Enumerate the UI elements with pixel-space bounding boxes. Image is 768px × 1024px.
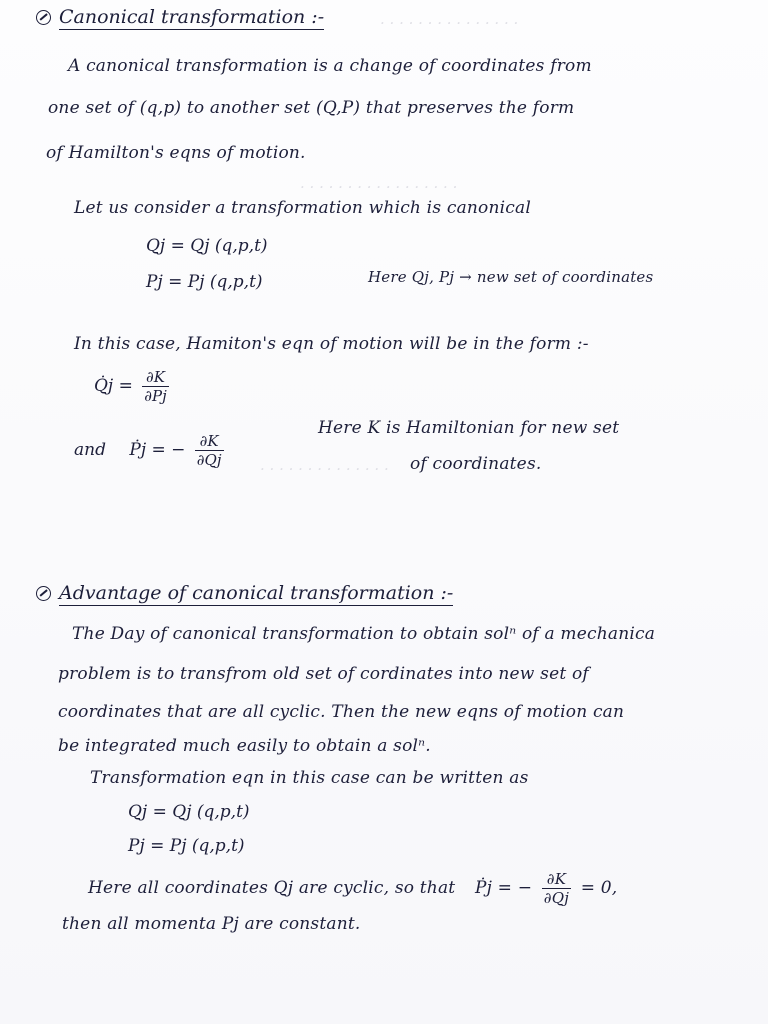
section1-heading	[36, 6, 324, 28]
eq1-numerator: ∂K	[142, 368, 169, 387]
eq1-denominator: ∂Pj	[144, 387, 167, 405]
eq1-fraction	[142, 368, 169, 405]
eq1-lhs: Q̇j =	[94, 376, 133, 396]
eq2-prefix: and	[74, 440, 106, 460]
new-coords-note: Here Qj, Pj → new set of coordinates	[368, 268, 654, 286]
eq3-denominator: ∂Qj	[543, 889, 570, 907]
eq2-numerator: ∂K	[195, 432, 224, 451]
eq3-rhs: = 0,	[580, 878, 618, 898]
k-note-line-1: Here K is Hamiltonian for new set	[318, 418, 620, 438]
eq2-denominator: ∂Qj	[196, 451, 222, 469]
eq-P-transform: Pj = Pj (q,p,t)	[146, 272, 263, 292]
section2-para-line-2: problem is to transfrom old set of cordinates into new set of	[58, 664, 589, 684]
section2-eq-P: Pj = Pj (q,p,t)	[128, 836, 245, 856]
section2-heading-text: Advantage of canonical transformation :-	[59, 582, 454, 604]
eq3-numerator: ∂K	[542, 870, 571, 889]
hamilton-eq-Q	[94, 368, 173, 405]
k-note-line-2: of coordinates.	[410, 454, 542, 474]
circled-bullet-icon	[36, 586, 51, 601]
section2-para-line-4: be integrated much easily to obtain a solⁿ.	[58, 736, 431, 756]
bleed-through-mark: · · · · · · · · · · · · · · ·	[380, 14, 519, 32]
eq3-fraction	[542, 870, 571, 907]
bleed-through-mark: · · · · · · · · · · · · · ·	[260, 460, 389, 478]
cyclic-text: Here all coordinates Qj are cyclic, so that	[88, 878, 456, 898]
section1-heading-text: Canonical transformation :-	[59, 6, 325, 28]
section1-para-line-1: A canonical transformation is a change of coordinates from	[68, 56, 592, 76]
circled-bullet-icon	[36, 10, 51, 25]
transformation-eq-line: Transformation eqn in this case can be written as	[90, 768, 529, 788]
eq2-lhs: Ṗj = −	[129, 440, 186, 460]
bleed-through-mark: · · · · · · · · · · · · · · · · ·	[300, 178, 458, 196]
hamilton-eq-P	[74, 432, 228, 469]
final-line: then all momenta Pj are constant.	[62, 914, 361, 934]
consider-line: Let us consider a transformation which is canonical	[74, 198, 531, 218]
section2-heading	[36, 582, 453, 604]
section2-eq-Q: Qj = Qj (q,p,t)	[128, 802, 250, 822]
section2-para-line-1: The Day of canonical transformation to obtain solⁿ of a mechanica	[72, 624, 656, 644]
section1-para-line-3: of Hamilton's eqns of motion.	[46, 143, 306, 163]
cyclic-line	[88, 870, 617, 907]
section2-para-line-3: coordinates that are all cyclic. Then the new eqns of motion can	[58, 702, 625, 722]
eq2-fraction	[195, 432, 224, 469]
eq-Q-transform: Qj = Qj (q,p,t)	[146, 236, 268, 256]
in-this-case-line: In this case, Hamiton's eqn of motion will be in the form :-	[74, 334, 589, 354]
eq3-lhs: Ṗj = −	[474, 878, 533, 898]
section1-para-line-2: one set of (q,p) to another set (Q,P) that preserves the form	[48, 98, 575, 118]
